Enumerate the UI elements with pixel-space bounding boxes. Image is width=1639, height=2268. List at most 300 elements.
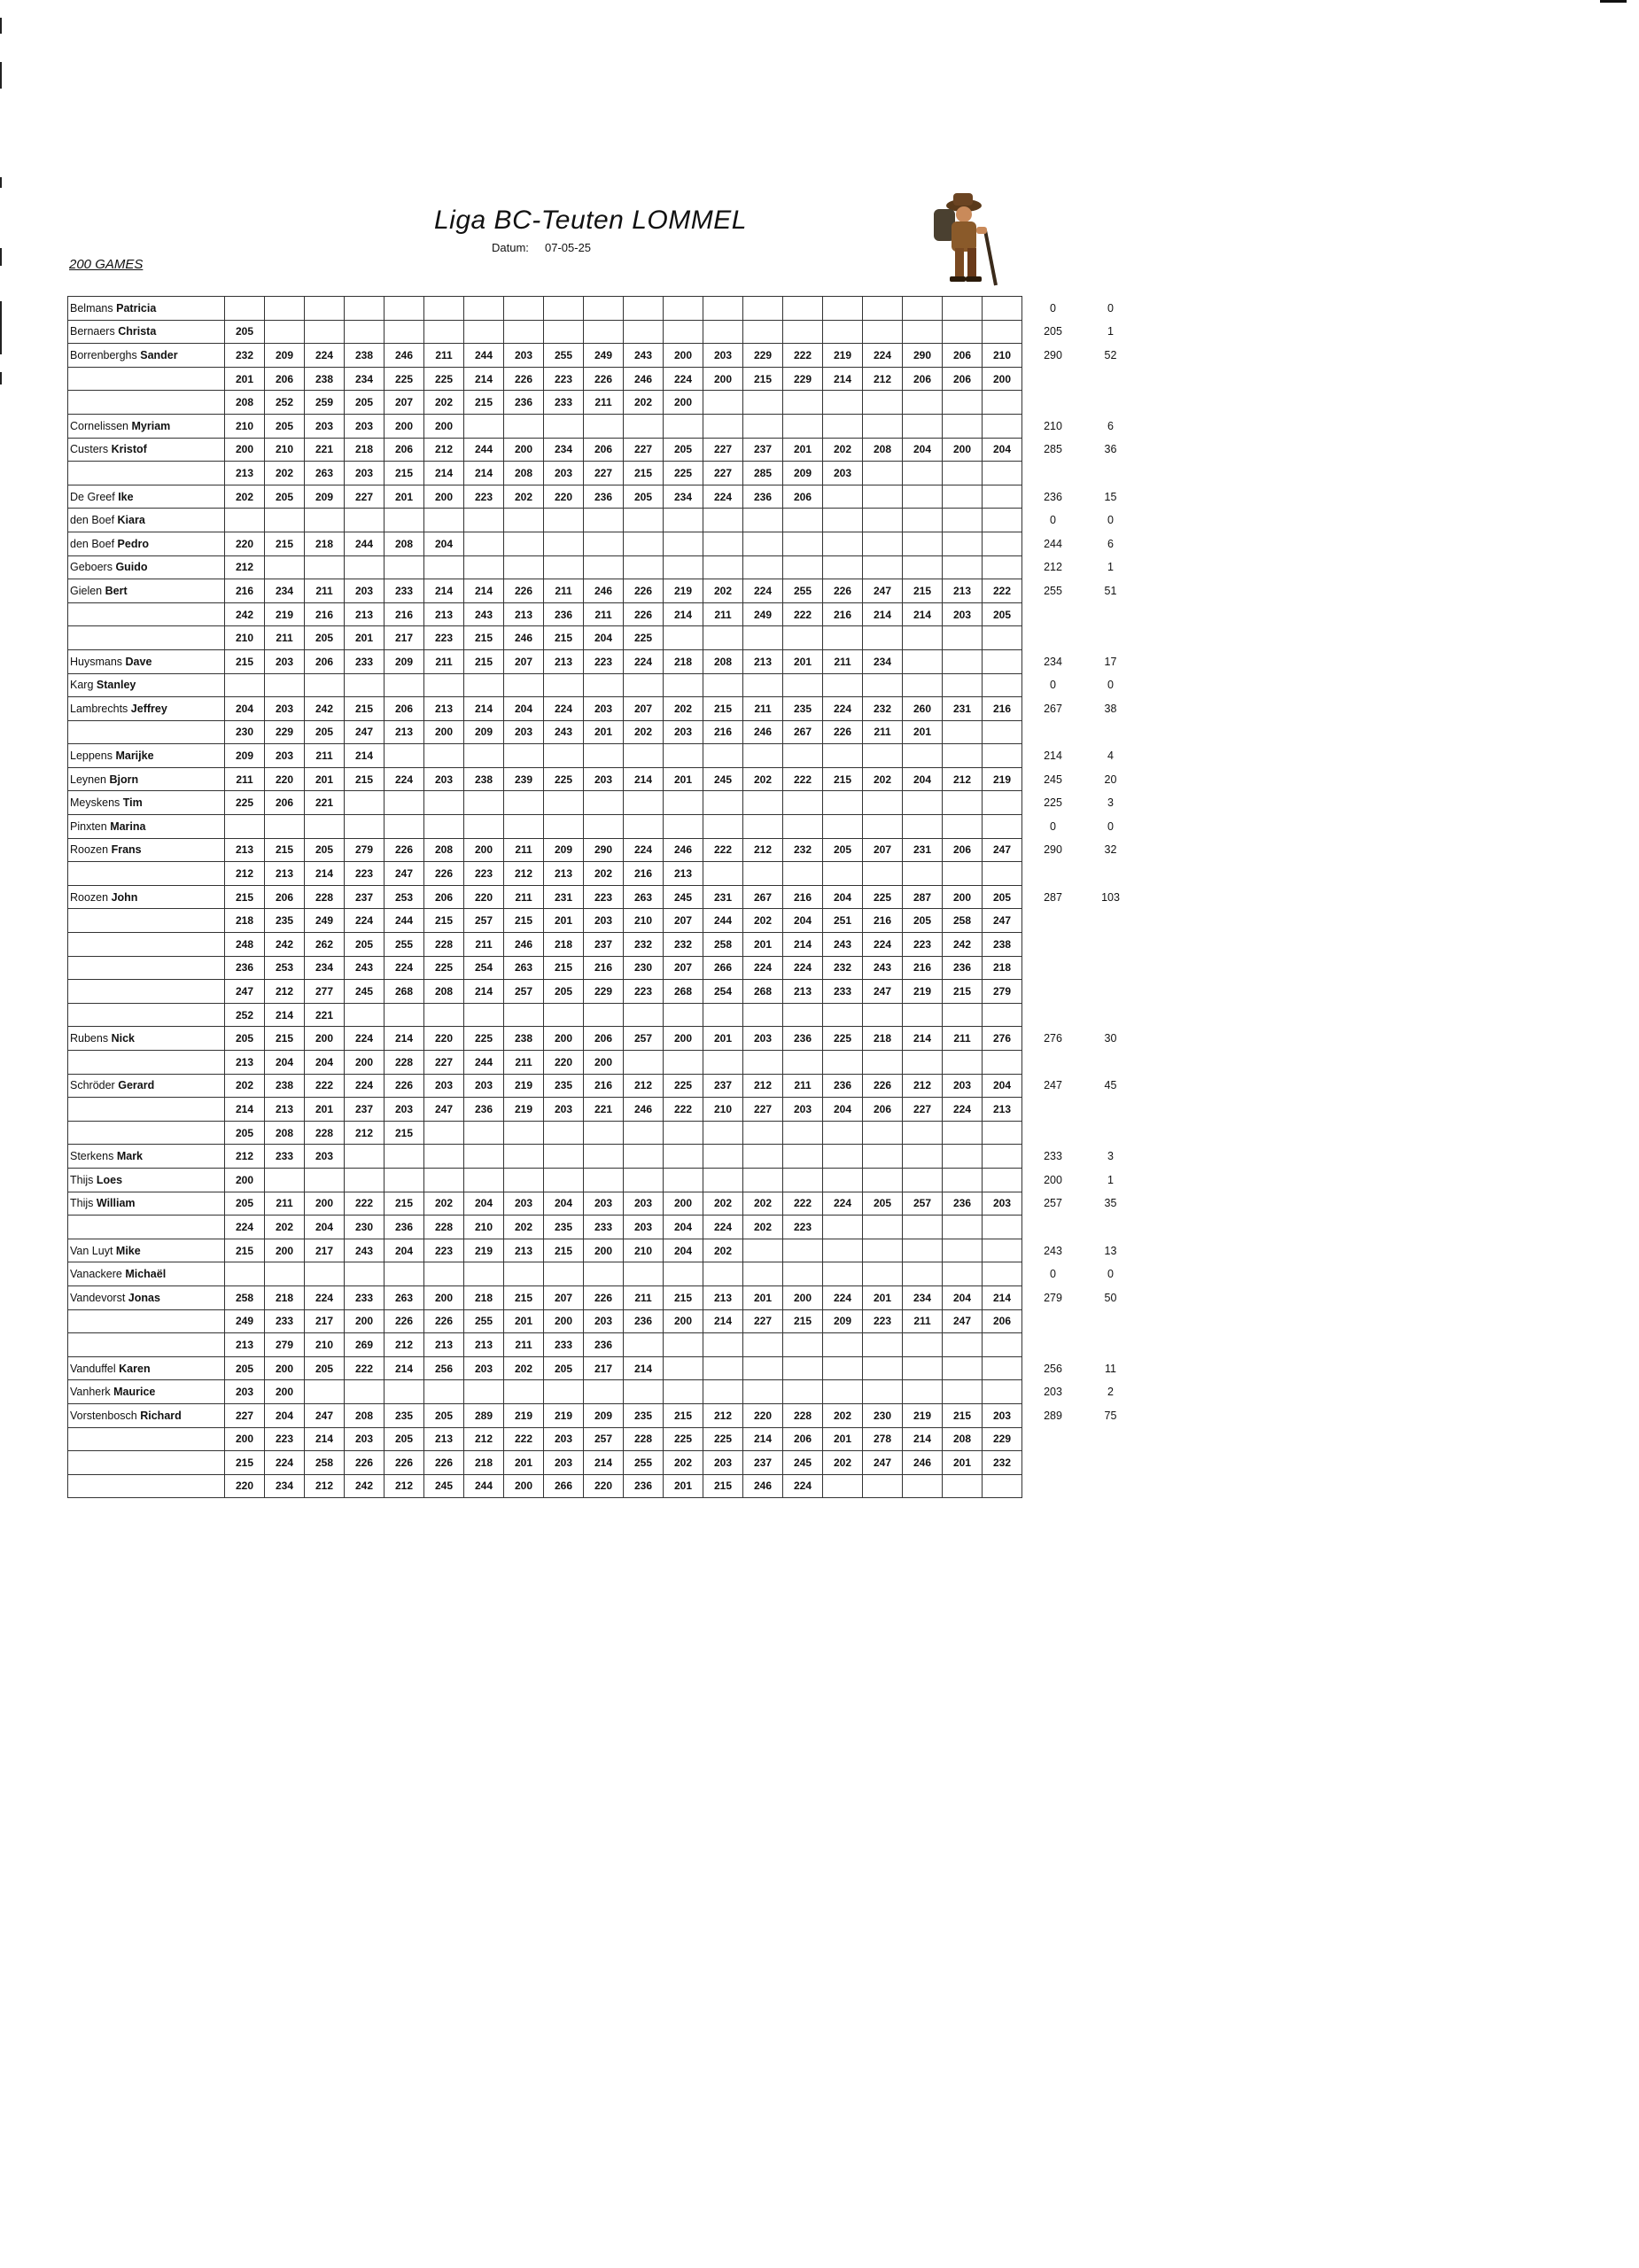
- score-cell: [863, 1003, 903, 1027]
- score-cell: [903, 862, 943, 886]
- score-cell: 212: [504, 862, 544, 886]
- score-cell: [743, 1262, 783, 1286]
- score-cell: 218: [345, 438, 385, 462]
- score-cell: [265, 555, 305, 579]
- score-cell: 200: [265, 1356, 305, 1380]
- score-cell: 243: [464, 602, 504, 626]
- score-cell: 211: [424, 344, 464, 368]
- player-name-continuation: [68, 1427, 225, 1451]
- score-cell: 202: [504, 1356, 544, 1380]
- table-row: [68, 1451, 1138, 1475]
- score-cell: 224: [305, 1285, 345, 1309]
- score-cell: [823, 1380, 863, 1404]
- score-cell: 258: [305, 1451, 345, 1475]
- best-score: 200: [1044, 1173, 1062, 1186]
- score-cell: [305, 555, 345, 579]
- score-cell: [703, 744, 743, 768]
- score-cell: 223: [424, 626, 464, 650]
- score-cell: [464, 1168, 504, 1192]
- score-cell: 214: [624, 767, 664, 791]
- player-first-name: Tim: [122, 796, 143, 810]
- score-cell: 215: [225, 885, 265, 909]
- score-cell: [823, 862, 863, 886]
- score-cell: 212: [385, 1474, 424, 1498]
- player-last-name: Vanackere: [70, 1268, 122, 1281]
- player-first-name: Bert: [105, 584, 128, 597]
- score-cell: 203: [584, 1309, 624, 1333]
- score-cell: 206: [424, 885, 464, 909]
- score-cell: 215: [703, 1474, 743, 1498]
- score-cell: 224: [943, 1098, 983, 1122]
- player-name-continuation: [68, 1003, 225, 1027]
- score-cell: 214: [305, 1427, 345, 1451]
- score-cell: 236: [943, 1192, 983, 1216]
- score-cell: 220: [544, 485, 584, 509]
- score-cell: 228: [783, 1403, 823, 1427]
- score-cell: 211: [943, 1027, 983, 1051]
- score-cell: [424, 791, 464, 815]
- score-cell: [783, 1121, 823, 1145]
- score-cell: 207: [385, 391, 424, 415]
- player-first-name: Karen: [119, 1362, 151, 1375]
- scan-edge-mark: [0, 177, 2, 188]
- score-cell: [903, 1121, 943, 1145]
- best-score: 225: [1044, 796, 1062, 810]
- score-cell: 211: [703, 602, 743, 626]
- score-cell: 212: [265, 980, 305, 1004]
- score-cell: 206: [863, 1098, 903, 1122]
- score-cell: [783, 1356, 823, 1380]
- score-cell: 226: [823, 579, 863, 603]
- score-cell: 224: [823, 1192, 863, 1216]
- score-cell: 237: [345, 885, 385, 909]
- score-cell: 200: [584, 1051, 624, 1075]
- score-cell: 214: [305, 862, 345, 886]
- score-cell: [783, 532, 823, 555]
- score-cell: [783, 815, 823, 839]
- player-name: [68, 509, 225, 532]
- player-name: [68, 1239, 225, 1262]
- score-cell: 208: [863, 438, 903, 462]
- score-cell: 203: [624, 1216, 664, 1239]
- score-cell: 228: [385, 1051, 424, 1075]
- score-cell: 207: [664, 956, 703, 980]
- score-cell: 205: [305, 720, 345, 744]
- score-cell: [903, 1168, 943, 1192]
- score-cell: 203: [584, 697, 624, 721]
- best-score: [1022, 462, 1084, 485]
- score-cell: [943, 1474, 983, 1498]
- score-cell: 211: [624, 1285, 664, 1309]
- score-cell: 236: [823, 1074, 863, 1098]
- score-cell: [703, 791, 743, 815]
- score-cell: 206: [983, 1309, 1022, 1333]
- score-cell: 233: [265, 1145, 305, 1169]
- game-count: 103: [1101, 890, 1120, 904]
- table-row: [68, 1168, 1138, 1192]
- score-cell: 235: [544, 1074, 584, 1098]
- player-last-name: Van Luyt: [70, 1244, 113, 1257]
- score-cell: 201: [544, 909, 584, 933]
- score-cell: [863, 673, 903, 697]
- score-cell: [903, 1051, 943, 1075]
- score-cell: 224: [823, 1285, 863, 1309]
- score-cell: [903, 1145, 943, 1169]
- score-cell: [305, 297, 345, 321]
- score-cell: 203: [544, 1427, 584, 1451]
- score-cell: 216: [703, 720, 743, 744]
- score-cell: 227: [703, 462, 743, 485]
- score-cell: 202: [584, 862, 624, 886]
- scores-table-body: [68, 297, 1138, 1498]
- score-cell: [424, 555, 464, 579]
- score-cell: [943, 462, 983, 485]
- score-cell: [823, 509, 863, 532]
- game-count: [1084, 1051, 1138, 1075]
- score-cell: [823, 1239, 863, 1262]
- score-cell: 221: [305, 438, 345, 462]
- score-cell: 225: [823, 1027, 863, 1051]
- score-cell: 234: [664, 485, 703, 509]
- score-cell: 219: [823, 344, 863, 368]
- score-cell: [743, 532, 783, 555]
- score-cell: [544, 320, 584, 344]
- player-first-name: Richard: [140, 1409, 182, 1422]
- score-cell: [664, 1168, 703, 1192]
- score-cell: [863, 1333, 903, 1357]
- score-cell: 210: [703, 1098, 743, 1122]
- best-score: 205: [1044, 325, 1062, 338]
- best-score: [1022, 1451, 1084, 1475]
- score-cell: 255: [783, 579, 823, 603]
- score-cell: 238: [464, 767, 504, 791]
- score-cell: [345, 509, 385, 532]
- score-cell: [584, 1121, 624, 1145]
- score-cell: [664, 1262, 703, 1286]
- score-cell: [903, 649, 943, 673]
- score-cell: [664, 791, 703, 815]
- score-cell: 253: [265, 956, 305, 980]
- score-cell: 219: [504, 1403, 544, 1427]
- score-cell: 225: [664, 1074, 703, 1098]
- score-cell: 234: [544, 438, 584, 462]
- score-cell: 213: [225, 1051, 265, 1075]
- player-name-continuation: [68, 909, 225, 933]
- game-count: 3: [1107, 796, 1114, 810]
- score-cell: [943, 791, 983, 815]
- score-cell: 227: [624, 438, 664, 462]
- score-cell: [624, 1121, 664, 1145]
- score-cell: 203: [743, 1027, 783, 1051]
- score-cell: 213: [424, 602, 464, 626]
- score-cell: 212: [464, 1427, 504, 1451]
- score-cell: 230: [225, 720, 265, 744]
- score-cell: [624, 1262, 664, 1286]
- score-cell: 205: [225, 1356, 265, 1380]
- score-cell: [983, 1474, 1022, 1498]
- score-cell: 244: [464, 1474, 504, 1498]
- score-cell: 206: [783, 485, 823, 509]
- score-cell: [345, 1145, 385, 1169]
- score-cell: 213: [225, 462, 265, 485]
- score-cell: 216: [385, 602, 424, 626]
- score-cell: 203: [464, 1074, 504, 1098]
- score-cell: [624, 1003, 664, 1027]
- best-score: 267: [1044, 702, 1062, 715]
- player-name: [68, 1168, 225, 1192]
- score-cell: [385, 297, 424, 321]
- score-cell: [544, 673, 584, 697]
- score-cell: [703, 509, 743, 532]
- score-cell: [584, 555, 624, 579]
- score-cell: 203: [504, 1192, 544, 1216]
- score-cell: [823, 1333, 863, 1357]
- score-cell: 290: [903, 344, 943, 368]
- score-cell: [863, 815, 903, 839]
- score-cell: [943, 297, 983, 321]
- game-count: 1: [1107, 561, 1114, 574]
- score-cell: 201: [385, 485, 424, 509]
- score-cell: [943, 414, 983, 438]
- score-cell: [983, 485, 1022, 509]
- score-cell: [504, 1262, 544, 1286]
- score-cell: [983, 1051, 1022, 1075]
- score-cell: [664, 673, 703, 697]
- score-cell: 233: [345, 1285, 385, 1309]
- score-cell: [743, 1121, 783, 1145]
- score-cell: 227: [703, 438, 743, 462]
- player-name: [68, 791, 225, 815]
- score-cell: 226: [823, 720, 863, 744]
- score-cell: 216: [305, 602, 345, 626]
- best-score: [1022, 626, 1084, 650]
- score-cell: [544, 791, 584, 815]
- score-cell: 207: [863, 838, 903, 862]
- score-cell: [703, 555, 743, 579]
- player-first-name: Frans: [111, 843, 142, 857]
- table-row: [68, 532, 1138, 555]
- score-cell: [584, 1145, 624, 1169]
- game-count: 35: [1104, 1197, 1117, 1210]
- score-cell: 247: [424, 1098, 464, 1122]
- best-score: 287: [1044, 890, 1062, 904]
- game-count: [1084, 1333, 1138, 1357]
- score-cell: [823, 1051, 863, 1075]
- score-cell: [943, 532, 983, 555]
- game-count: 0: [1107, 679, 1114, 692]
- score-cell: [624, 555, 664, 579]
- score-cell: 212: [943, 767, 983, 791]
- score-cell: [983, 649, 1022, 673]
- score-cell: 218: [664, 649, 703, 673]
- scan-edge-mark: [0, 372, 2, 384]
- score-cell: [584, 791, 624, 815]
- score-cell: 214: [464, 367, 504, 391]
- score-cell: 209: [225, 744, 265, 768]
- score-cell: 204: [903, 767, 943, 791]
- score-cell: 236: [584, 1333, 624, 1357]
- score-cell: [664, 414, 703, 438]
- table-row: [68, 673, 1138, 697]
- score-cell: 215: [783, 1309, 823, 1333]
- score-cell: [624, 414, 664, 438]
- score-cell: [743, 744, 783, 768]
- game-count: [1084, 1474, 1138, 1498]
- score-cell: [624, 1380, 664, 1404]
- best-score: 245: [1044, 773, 1062, 786]
- score-cell: [903, 391, 943, 415]
- score-cell: 209: [584, 1403, 624, 1427]
- table-row: [68, 838, 1138, 862]
- score-cell: 225: [424, 367, 464, 391]
- score-cell: [943, 1356, 983, 1380]
- score-cell: 215: [544, 626, 584, 650]
- score-cell: [863, 391, 903, 415]
- score-cell: [265, 815, 305, 839]
- player-last-name: Borrenberghs: [70, 348, 137, 361]
- table-row: [68, 933, 1138, 957]
- score-cell: 235: [544, 1216, 584, 1239]
- scores-table: [67, 296, 1138, 1498]
- score-cell: [584, 532, 624, 555]
- game-count: 11: [1105, 1362, 1116, 1375]
- score-cell: [584, 1168, 624, 1192]
- score-cell: 218: [305, 532, 345, 555]
- score-cell: [424, 1121, 464, 1145]
- score-cell: [903, 555, 943, 579]
- best-score: 214: [1044, 750, 1062, 763]
- score-cell: 224: [624, 649, 664, 673]
- score-cell: [624, 320, 664, 344]
- score-cell: 234: [903, 1285, 943, 1309]
- player-last-name: Vandevorst: [70, 1291, 126, 1304]
- score-cell: 249: [743, 602, 783, 626]
- score-cell: 203: [943, 602, 983, 626]
- score-cell: [823, 1474, 863, 1498]
- score-cell: 244: [703, 909, 743, 933]
- score-cell: [504, 297, 544, 321]
- score-cell: [743, 1003, 783, 1027]
- game-count: 1: [1107, 1173, 1114, 1186]
- score-cell: 224: [624, 838, 664, 862]
- score-cell: 225: [863, 885, 903, 909]
- table-row: [68, 791, 1138, 815]
- score-cell: 211: [823, 649, 863, 673]
- score-cell: 200: [305, 1192, 345, 1216]
- score-cell: [983, 1356, 1022, 1380]
- score-cell: 215: [544, 1239, 584, 1262]
- score-cell: 219: [464, 1239, 504, 1262]
- score-cell: 213: [225, 838, 265, 862]
- player-name-continuation: [68, 720, 225, 744]
- score-cell: 211: [584, 602, 624, 626]
- game-count: [1084, 626, 1138, 650]
- best-score: 243: [1044, 1244, 1062, 1257]
- table-row: [68, 1192, 1138, 1216]
- score-cell: 222: [783, 602, 823, 626]
- score-cell: 207: [664, 909, 703, 933]
- score-cell: 252: [265, 391, 305, 415]
- score-cell: 234: [265, 1474, 305, 1498]
- game-count: 50: [1104, 1291, 1117, 1304]
- score-cell: [863, 414, 903, 438]
- player-name: [68, 555, 225, 579]
- score-cell: 206: [385, 438, 424, 462]
- scan-edge-mark: [0, 248, 2, 266]
- game-count: [1084, 602, 1138, 626]
- score-cell: [743, 862, 783, 886]
- score-cell: 257: [504, 980, 544, 1004]
- score-cell: [544, 744, 584, 768]
- score-cell: [943, 720, 983, 744]
- score-cell: 215: [225, 1451, 265, 1475]
- score-cell: [983, 1168, 1022, 1192]
- score-cell: [424, 509, 464, 532]
- score-cell: [903, 791, 943, 815]
- score-cell: 202: [823, 438, 863, 462]
- score-cell: 211: [305, 744, 345, 768]
- score-cell: 214: [225, 1098, 265, 1122]
- table-row: [68, 509, 1138, 532]
- bowler-mascot-icon: [913, 186, 1010, 292]
- table-row: [68, 438, 1138, 462]
- score-cell: 232: [783, 838, 823, 862]
- score-cell: [305, 1168, 345, 1192]
- score-cell: 200: [424, 485, 464, 509]
- score-cell: 245: [424, 1474, 464, 1498]
- score-cell: 211: [863, 720, 903, 744]
- score-cell: 215: [743, 367, 783, 391]
- score-cell: 226: [504, 579, 544, 603]
- score-cell: 200: [225, 1427, 265, 1451]
- score-cell: [783, 414, 823, 438]
- score-cell: 200: [464, 838, 504, 862]
- score-cell: 202: [703, 1239, 743, 1262]
- score-cell: 220: [584, 1474, 624, 1498]
- score-cell: [903, 297, 943, 321]
- score-cell: 226: [385, 1309, 424, 1333]
- score-cell: 212: [225, 862, 265, 886]
- score-cell: [544, 1262, 584, 1286]
- score-cell: 203: [305, 414, 345, 438]
- score-cell: 204: [464, 1192, 504, 1216]
- score-cell: 215: [943, 980, 983, 1004]
- score-cell: [345, 1168, 385, 1192]
- score-cell: 245: [345, 980, 385, 1004]
- score-cell: 204: [305, 1216, 345, 1239]
- score-cell: 215: [464, 391, 504, 415]
- score-cell: [903, 414, 943, 438]
- score-cell: 229: [983, 1427, 1022, 1451]
- score-cell: 201: [863, 1285, 903, 1309]
- score-cell: 200: [544, 1309, 584, 1333]
- score-cell: 212: [743, 838, 783, 862]
- game-count: [1084, 1451, 1138, 1475]
- score-cell: [544, 1003, 584, 1027]
- score-cell: [943, 509, 983, 532]
- score-cell: 215: [823, 767, 863, 791]
- score-cell: 218: [544, 933, 584, 957]
- score-cell: 213: [504, 602, 544, 626]
- score-cell: 252: [225, 1003, 265, 1027]
- player-first-name: William: [96, 1197, 136, 1210]
- score-cell: [823, 485, 863, 509]
- player-first-name: Stanley: [96, 679, 136, 692]
- score-cell: [983, 815, 1022, 839]
- score-cell: [464, 791, 504, 815]
- score-cell: [943, 649, 983, 673]
- score-cell: [305, 815, 345, 839]
